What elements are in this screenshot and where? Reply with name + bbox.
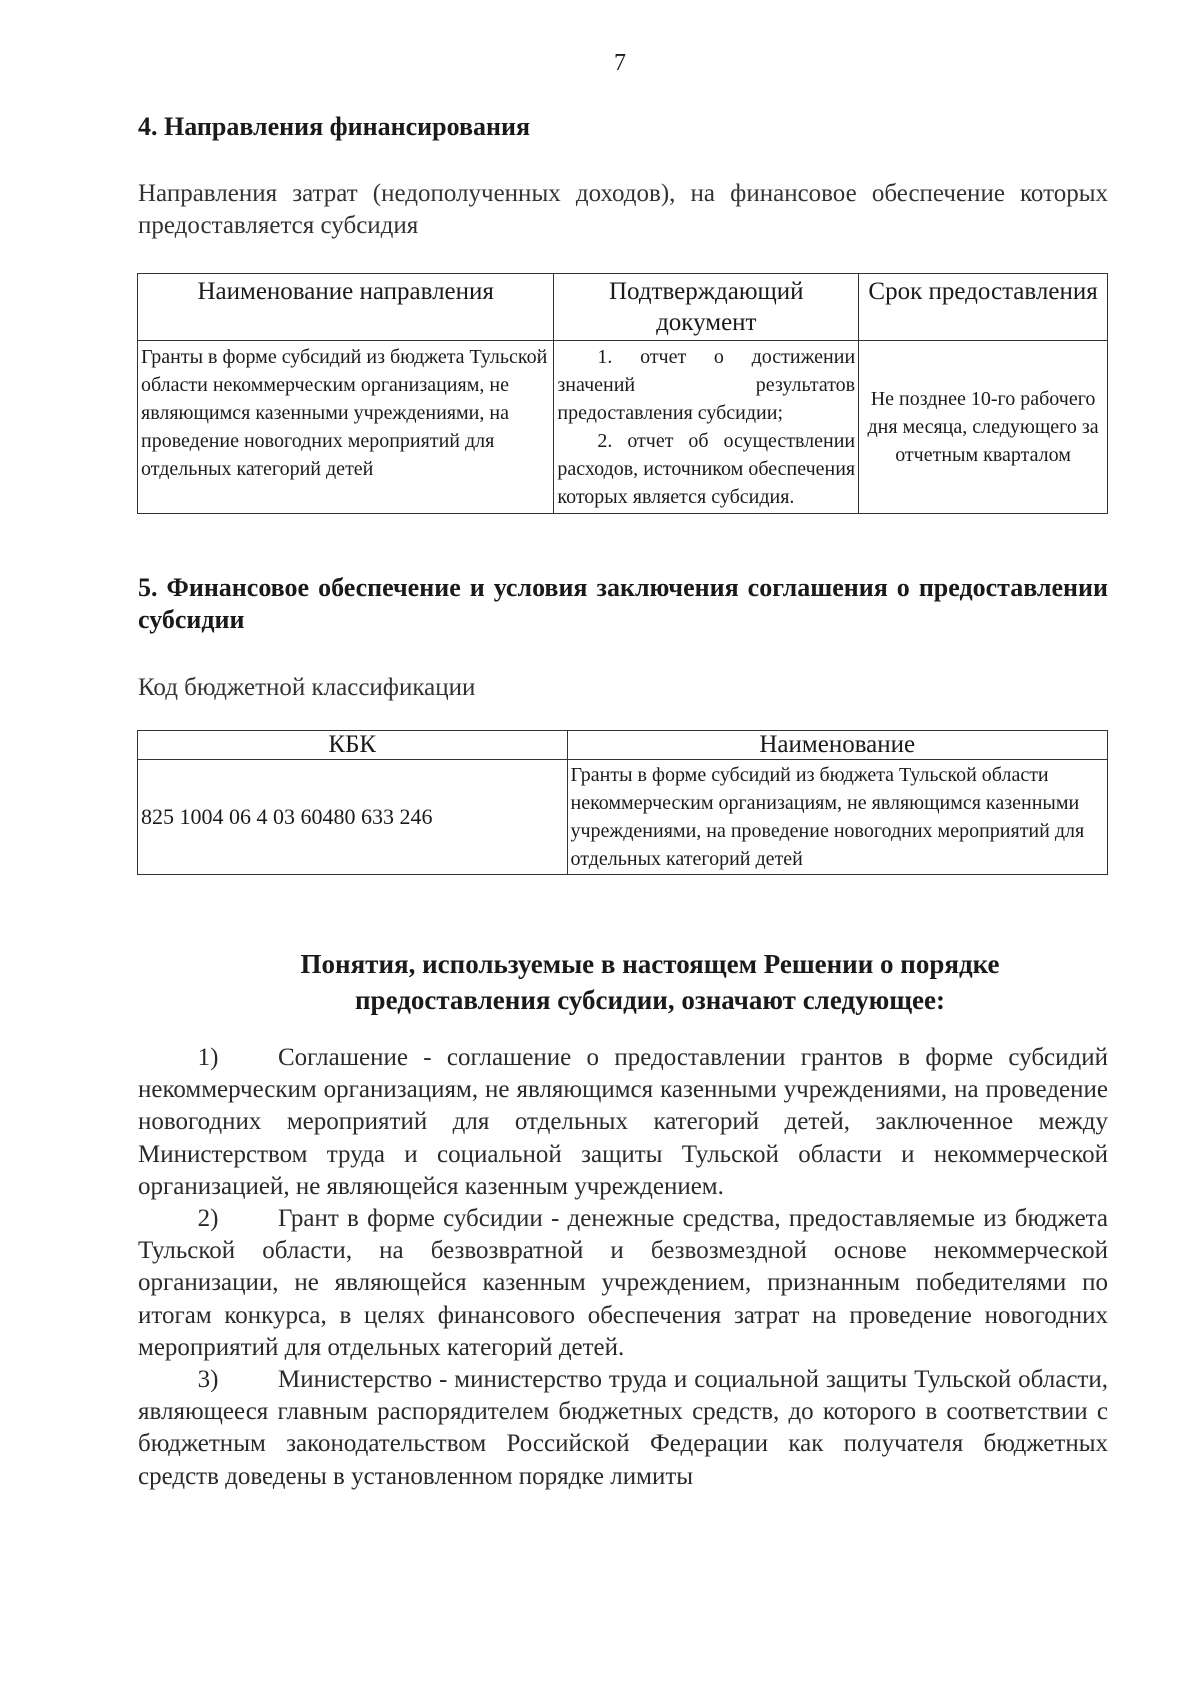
cell-supporting-document bbox=[554, 341, 859, 514]
definitions-heading-line-1: Понятия, используемые в настоящем Решении о порядке bbox=[300, 949, 1000, 979]
header-name: Наименование bbox=[567, 731, 1108, 760]
cell-direction-name: Гранты в форме субсидий из бюджета Тульской области некоммерческим организациям, не являющимся казенными учреждениями, на проведение новогодних мероприятий для отдельных категорий детей bbox=[138, 341, 554, 514]
header-term: Срок предоставления bbox=[859, 274, 1108, 341]
page-number: 7 bbox=[614, 50, 626, 76]
header-supporting-document: Подтверждающий документ bbox=[554, 274, 859, 341]
list-item-number: 3) bbox=[197, 1366, 219, 1394]
list-item-number: 1) bbox=[197, 1044, 219, 1071]
definitions-list bbox=[138, 1042, 1108, 1493]
cell-term: Не позднее 10-го рабочего дня месяца, следующего за отчетным кварталом bbox=[859, 341, 1108, 514]
document-item-2: 2. отчет об осуществлении расходов, источником обеспечения которых является субсидия. bbox=[557, 430, 856, 508]
list-item-text: Соглашение - соглашение о предоставлении грантов в форме субсидий некоммерческим организациям, не являющимся казенными учреждениями, на проведение новогодних мероприятий для отдельных категорий детей, заключенное между Министерством труда и социальной защиты Тульской области и некоммерческой организацией, не являющейся казенным учреждением. bbox=[138, 1044, 1108, 1200]
section-5-subtitle: Код бюджетной классификации bbox=[138, 674, 476, 701]
cell-kbk: 825 1004 06 4 03 60480 633 246 bbox=[138, 760, 568, 875]
definitions-heading-line-2: предоставления субсидии, означают следующее: bbox=[355, 985, 945, 1015]
list-item bbox=[138, 1042, 1108, 1203]
section-5-title: 5. Финансовое обеспечение и условия заключения соглашения о предоставлении субсидии bbox=[138, 573, 1108, 634]
list-item bbox=[138, 1364, 1108, 1493]
section-4-title: 4. Направления финансирования bbox=[138, 112, 531, 141]
header-kbk: КБК bbox=[138, 731, 568, 760]
table-row bbox=[138, 760, 1108, 875]
funding-directions-table bbox=[137, 273, 1108, 514]
list-item bbox=[138, 1203, 1108, 1364]
table-header-row bbox=[138, 731, 1108, 760]
cell-name: Гранты в форме субсидий из бюджета Тульской области некоммерческим организациям, не являющимся казенными учреждениями, на проведение новогодних мероприятий для отдельных категорий детей bbox=[567, 760, 1108, 875]
list-item-text: Грант в форме субсидии - денежные средства, предоставляемые из бюджета Тульской области, на безвозвратной и безвозмездной основе некоммерческой организации, не являющейся казенным учреждением, признанным победителями по итогам конкурса, в целях финансового обеспечения затрат на проведение новогодних мероприятий для отдельных категорий детей. bbox=[138, 1205, 1108, 1361]
list-item-text: Министерство - министерство труда и социальной защиты Тульской области, являющееся главным распорядителем бюджетных средств, до которого в соответствии с бюджетным законодательством Российской Федерации как получателя бюджетных средств доведены в установленном порядке лимиты bbox=[138, 1366, 1108, 1490]
header-direction-name: Наименование направления bbox=[138, 274, 554, 341]
table-header-row bbox=[138, 274, 1108, 341]
definitions-heading bbox=[250, 946, 1050, 1018]
budget-classification-table bbox=[137, 730, 1108, 875]
list-item-number: 2) bbox=[197, 1205, 219, 1233]
section-4-intro: Направления затрат (недополученных доходов), на финансовое обеспечение которых предоставляется субсидия bbox=[138, 180, 1108, 239]
table-row bbox=[138, 341, 1108, 514]
document-item-1: 1. отчет о достижении значений результатов предоставления субсидии; bbox=[557, 346, 856, 424]
